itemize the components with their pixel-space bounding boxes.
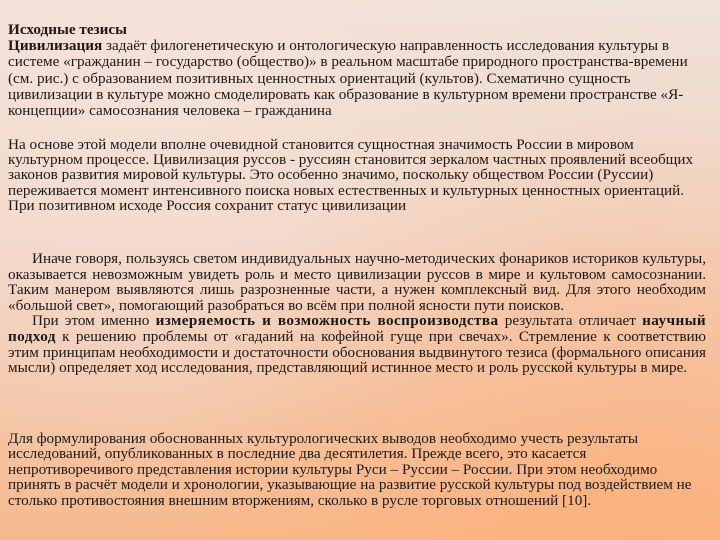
big-light-paragraph: Иначе говоря, пользуясь светом индивидуальных научно-методических фонариков историков культуры, оказывается невозможным увидеть роль и место цивилизации руссов в мире и культовом самосознании. Таким манером выявляются лишь разрозненные части, а нужен комплексный вид. Для этого необходим «большой свет», помогающий разобраться во всём при полной ясности пути поисков. bbox=[8, 250, 706, 314]
conclusions-paragraph: Для формулирования обоснованных культурологических выводов необходимо учесть результаты исследований, опубликованных в последние два десятилетия. Прежде всего, это касается непротиворечивого представления истории культуры Руси – Руссии – России. При этом необходимо принять в расчёт модели и хронологии, указывающие на развитие русской культуры под воздействием не столько противостояния внешним вторжениям, сколько в русле торговых отношений [10]. bbox=[8, 430, 692, 509]
p4-bold-scientific: научный подход bbox=[8, 312, 706, 345]
intro-block bbox=[8, 22, 698, 119]
conclusions-block bbox=[8, 431, 712, 508]
intro-paragraph bbox=[8, 38, 698, 119]
scientific-approach-paragraph bbox=[8, 313, 706, 375]
russia-significance-paragraph: На основе этой модели вполне очевидной становится сущностная значимость России в мировом культурном процессе. Цивилизация руссов - руссиян становится зеркалом частных проявлений всеобщих законов развития мировой культуры. Это особенно значимо, поскольку обществом России (Руссии) переживается момент интенсивного поиска новых естественных и культурных ценностных ориентаций. При позитивном исходе Россия сохранит статус цивилизации bbox=[8, 136, 694, 214]
intro-term: Цивилизация bbox=[8, 37, 103, 55]
russia-significance-block bbox=[8, 137, 712, 213]
method-block bbox=[8, 251, 706, 376]
p4-end: к решению проблемы от «гаданий на кофейной гуще при свечах». Стремление к соответствию этим принципам необходимости и достаточности обоснования выдвинутого тезиса (формального описания мысли) определяет ход исследования, представляющий истинное место и роль русской культуры в мире. bbox=[8, 327, 706, 377]
p4-bold-measurability: измеряемость и возможность воспроизводства bbox=[155, 312, 499, 330]
p4-mid: результата отличает bbox=[498, 312, 643, 330]
p4-start: При этом именно bbox=[32, 312, 156, 330]
intro-body: задаёт филогенетическую и онтологическую направленность исследования культуры в системе «гражданин – государство (общество)» в реальном масштабе природного пространства-времени (см. рис.) с образованием позитивных ценностных ориентаций (культов). Схематично сущность цивилизации в культуре можно смоделировать как образование в культурном времени пространстве «Я-концепции» самосознания человека – гражданина bbox=[8, 37, 688, 120]
intro-heading: Исходные тезисы bbox=[8, 21, 128, 38]
